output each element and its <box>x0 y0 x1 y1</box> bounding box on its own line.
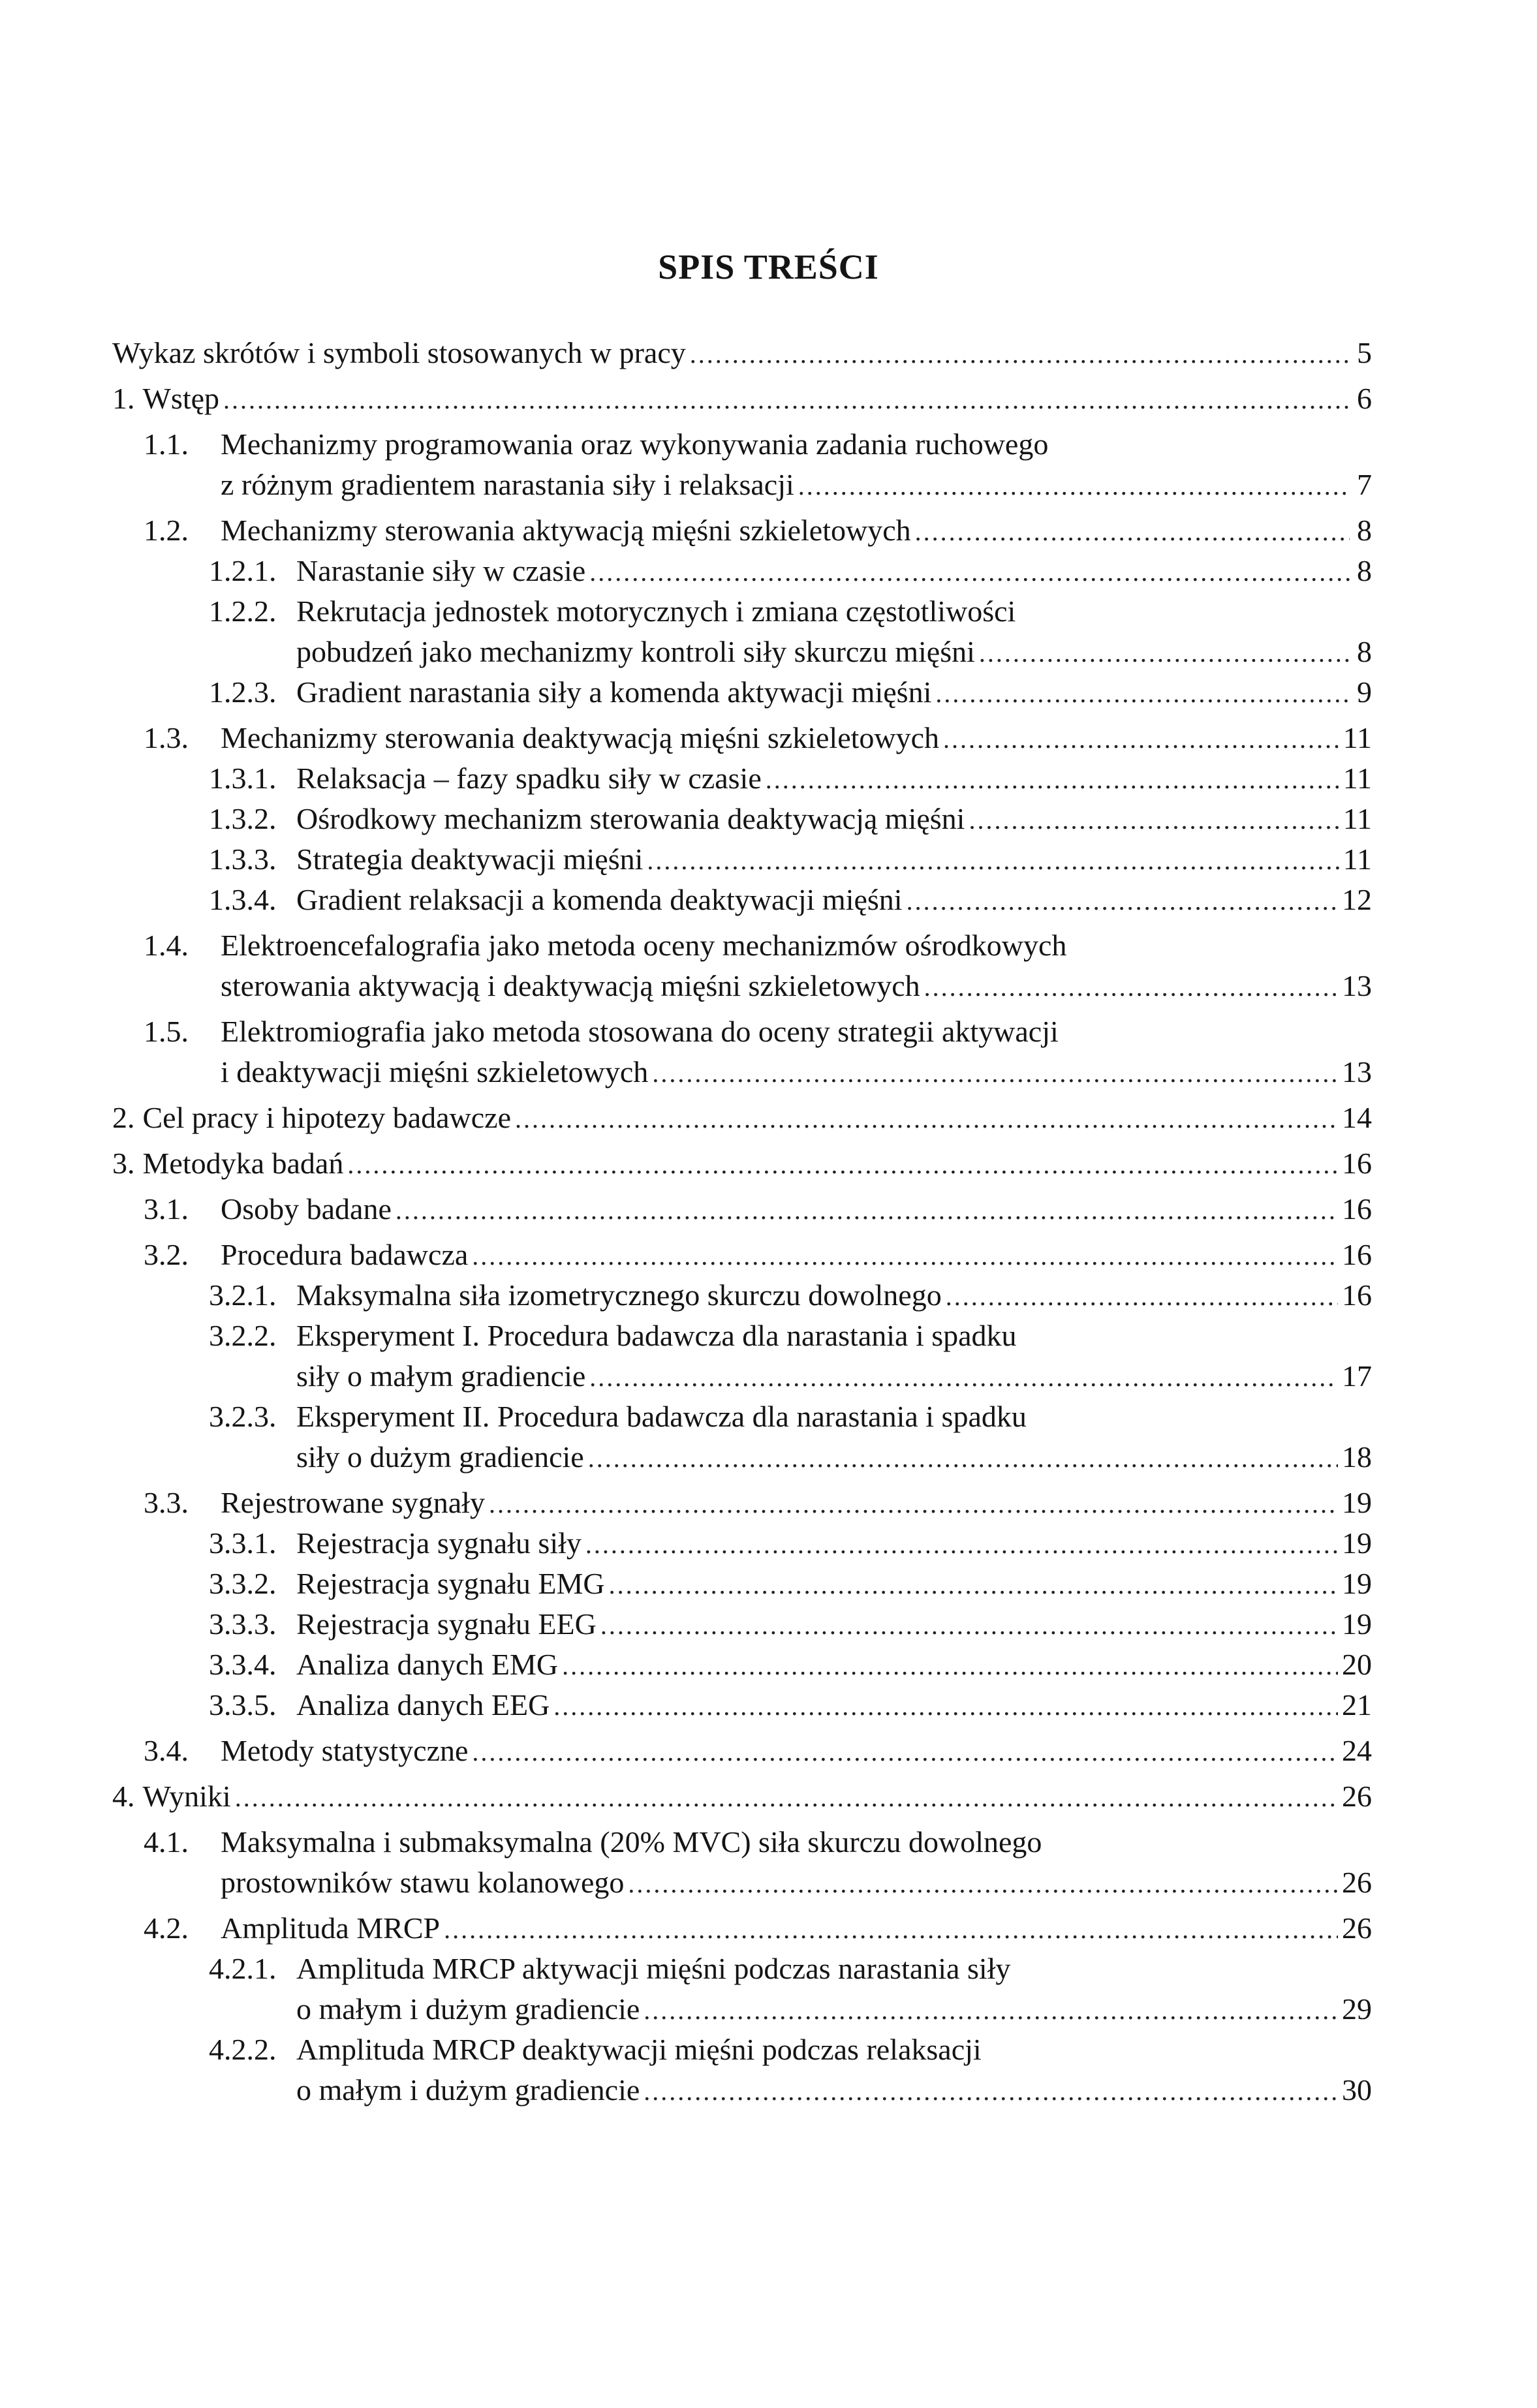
toc-entry-title: Metodyka badań <box>142 1147 344 1180</box>
toc-page-number: 19 <box>1342 1607 1372 1641</box>
toc-entry-title: Elektroencefalografia jako metoda oceny mechanizmów ośrodkowych <box>221 929 1067 962</box>
toc-entry-number: 1.3.4. <box>209 883 277 916</box>
toc-dot-leader <box>600 1605 1338 1646</box>
toc-entry[interactable] <box>112 672 1372 713</box>
toc-entry-number: 1.2.1. <box>209 554 277 587</box>
toc-page-number: 30 <box>1342 2073 1372 2107</box>
toc-page-number: 16 <box>1342 1147 1372 1180</box>
toc-entry-title: Gradient relaksacji a komenda deaktywacji mięśni <box>296 883 903 916</box>
toc-page-number: 12 <box>1342 883 1372 916</box>
toc-entry[interactable] <box>112 1731 1372 1771</box>
toc-dot-leader <box>553 1686 1338 1727</box>
toc-entry[interactable] <box>112 1397 1372 1477</box>
toc-entry-row <box>209 1275 1372 1316</box>
toc-entry-title: Mechanizmy sterowania aktywacją mięśni szkieletowych <box>221 514 911 547</box>
toc-entry-number: 4.2.1. <box>209 1952 277 1985</box>
toc-entry-title: Elektromiografia jako metoda stosowana do oceny strategii aktywacji <box>221 1015 1059 1048</box>
toc-entry-title: o małym i dużym gradiencie <box>296 1992 640 2026</box>
toc-entry-number: 3.3.2. <box>209 1567 277 1600</box>
toc-entry-number: 3.2.3. <box>209 1400 277 1433</box>
toc-entry-row <box>209 632 1372 672</box>
toc-dot-leader <box>628 1864 1338 1904</box>
toc-entry-row <box>209 1989 1372 2030</box>
toc-entry-row <box>209 1523 1372 1564</box>
toc-page-number: 14 <box>1342 1101 1372 1134</box>
toc-dot-leader <box>979 633 1350 673</box>
toc-entry-number: 4. <box>112 1780 135 1813</box>
toc-entry-row <box>112 333 1372 373</box>
toc-entry-number: 1.4. <box>144 929 189 962</box>
toc-entry-number: 1.3. <box>144 721 189 754</box>
toc-page-number: 11 <box>1343 721 1372 754</box>
toc-entry[interactable] <box>112 1189 1372 1229</box>
toc-entry[interactable] <box>112 1776 1372 1817</box>
toc-entry-row <box>112 1143 1372 1184</box>
toc-entry-title: Strategia deaktywacji mięśni <box>296 842 644 876</box>
toc-entry[interactable] <box>112 925 1372 1006</box>
toc-entry-number: 1.2. <box>144 514 189 547</box>
toc-entry-row <box>209 839 1372 880</box>
toc-entry-number: 1.5. <box>144 1015 189 1048</box>
toc-entry[interactable] <box>112 758 1372 799</box>
toc-page-number: 11 <box>1343 802 1372 835</box>
toc-entry-row <box>144 1731 1372 1771</box>
toc-dot-leader <box>489 1484 1338 1524</box>
toc-page-number: 21 <box>1342 1688 1372 1721</box>
toc-entry[interactable] <box>112 799 1372 839</box>
toc-entry-row-wrapped <box>209 1949 1372 1989</box>
toc-entry[interactable] <box>112 510 1372 551</box>
toc-entry-title: prostowników stawu kolanowego <box>221 1866 625 1899</box>
toc-entry-number: 4.1. <box>144 1825 189 1859</box>
toc-entry[interactable] <box>112 333 1372 373</box>
toc-entry-title: Amplituda MRCP aktywacji mięśni podczas narastania siły <box>296 1952 1011 1985</box>
toc-entry-number: 4.2.2. <box>209 2033 277 2066</box>
toc-entry-title: Wykaz skrótów i symboli stosowanych w pracy <box>112 336 686 369</box>
toc-dot-leader <box>562 1646 1338 1686</box>
toc-entry-title: z różnym gradientem narastania siły i relaksacji <box>221 468 794 501</box>
toc-page-number: 8 <box>1357 554 1372 587</box>
toc-entry-row <box>112 1098 1372 1138</box>
toc-entry-row <box>144 1189 1372 1229</box>
toc-entry[interactable] <box>112 1098 1372 1138</box>
toc-page-number: 13 <box>1342 969 1372 1002</box>
toc-entry-title: siły o małym gradiencie <box>296 1359 586 1393</box>
toc-dot-leader <box>585 1524 1338 1565</box>
toc-entry-title: Analiza danych EMG <box>296 1648 559 1681</box>
toc-entry-row <box>209 799 1372 839</box>
toc-entry-row <box>209 880 1372 920</box>
toc-dot-leader <box>766 760 1339 800</box>
toc-entry-row-wrapped <box>144 1822 1372 1862</box>
toc-entry-row <box>209 1437 1372 1477</box>
toc-page-number: 16 <box>1342 1238 1372 1271</box>
toc-entry-title: Analiza danych EEG <box>296 1688 550 1721</box>
toc-entry-row <box>144 510 1372 551</box>
toc-dot-leader <box>915 512 1350 552</box>
toc-entry-row <box>209 1685 1372 1725</box>
toc-entry[interactable] <box>112 1949 1372 2030</box>
toc-entry-number: 1. <box>112 382 135 415</box>
toc-entry[interactable] <box>112 2030 1372 2110</box>
toc-entry[interactable] <box>112 880 1372 920</box>
toc-entry-title: pobudzeń jako mechanizmy kontroli siły skurczu mięśni <box>296 635 975 668</box>
toc-entry[interactable] <box>112 591 1372 672</box>
toc-entry-row <box>209 1644 1372 1685</box>
toc-entry-title: Rejestracja sygnału EMG <box>296 1567 605 1600</box>
toc-entry-row <box>209 1356 1372 1397</box>
toc-entry[interactable] <box>112 839 1372 880</box>
toc-entry[interactable] <box>112 1685 1372 1725</box>
table-of-contents <box>112 333 1372 2110</box>
toc-entry-title: Gradient narastania siły a komenda aktywacji mięśni <box>296 675 932 709</box>
toc-page-number: 7 <box>1357 468 1372 501</box>
toc-dot-leader <box>444 1909 1338 1950</box>
toc-entry-title: Wstęp <box>142 382 220 415</box>
toc-dot-leader <box>935 673 1350 714</box>
toc-dot-leader <box>609 1565 1338 1605</box>
toc-entry[interactable] <box>112 1483 1372 1523</box>
toc-entry[interactable] <box>112 1908 1372 1949</box>
toc-page-number: 19 <box>1342 1526 1372 1560</box>
toc-entry-row-wrapped <box>144 424 1372 465</box>
toc-entry[interactable] <box>112 1143 1372 1184</box>
toc-entry[interactable] <box>112 1822 1372 1903</box>
toc-page-number: 26 <box>1342 1911 1372 1945</box>
toc-dot-leader <box>644 2071 1338 2112</box>
toc-entry-title: Cel pracy i hipotezy badawcze <box>142 1101 512 1134</box>
toc-entry-number: 1.3.2. <box>209 802 277 835</box>
toc-entry-title: Amplituda MRCP <box>221 1911 441 1945</box>
toc-page-number: 17 <box>1342 1359 1372 1393</box>
toc-entry-title: Mechanizmy sterowania deaktywacją mięśni szkieletowych <box>221 721 940 754</box>
toc-entry-title: Ośrodkowy mechanizm sterowania deaktywacją mięśni <box>296 802 965 835</box>
toc-entry-number: 3.2.2. <box>209 1319 277 1352</box>
toc-entry-title: Osoby badane <box>221 1192 392 1226</box>
toc-entry[interactable] <box>112 718 1372 758</box>
toc-dot-leader <box>223 380 1350 420</box>
toc-entry-title: Procedura badawcza <box>221 1238 469 1271</box>
toc-entry-title: Amplituda MRCP deaktywacji mięśni podczas relaksacji <box>296 2033 982 2066</box>
toc-page-number: 26 <box>1342 1780 1372 1813</box>
toc-dot-leader <box>647 841 1339 881</box>
toc-entry-title: Mechanizmy programowania oraz wykonywania zadania ruchowego <box>221 427 1049 461</box>
toc-page-number: 16 <box>1342 1192 1372 1226</box>
toc-entry-number: 1.3.3. <box>209 842 277 876</box>
toc-entry[interactable] <box>112 1523 1372 1564</box>
toc-entry-title: Eksperyment I. Procedura badawcza dla narastania i spadku <box>296 1319 1017 1352</box>
toc-entry[interactable] <box>112 1011 1372 1092</box>
toc-entry-row <box>209 672 1372 713</box>
toc-entry-row <box>144 1862 1372 1903</box>
toc-page-number: 19 <box>1342 1567 1372 1600</box>
toc-entry-number: 4.2. <box>144 1911 189 1945</box>
toc-page-number: 18 <box>1342 1440 1372 1474</box>
toc-page-number: 8 <box>1357 635 1372 668</box>
toc-page-number: 24 <box>1342 1734 1372 1767</box>
toc-entry[interactable] <box>112 1604 1372 1644</box>
toc-dot-leader <box>644 1990 1338 2031</box>
toc-entry-row <box>209 551 1372 591</box>
toc-dot-leader <box>472 1236 1338 1276</box>
toc-entry-title: Rekrutacja jednostek motorycznych i zmiana częstotliwości <box>296 594 1016 628</box>
toc-dot-leader <box>946 1276 1338 1317</box>
toc-dot-leader <box>969 800 1339 841</box>
toc-entry-title: o małym i dużym gradiencie <box>296 2073 640 2107</box>
toc-entry-title: Maksymalna i submaksymalna (20% MVC) siła skurczu dowolnego <box>221 1825 1042 1859</box>
toc-entry-row-wrapped <box>209 1316 1372 1356</box>
toc-entry-row <box>144 1483 1372 1523</box>
toc-entry[interactable] <box>112 1564 1372 1604</box>
toc-entry-title: siły o dużym gradiencie <box>296 1440 584 1474</box>
toc-entry-number: 1.2.3. <box>209 675 277 709</box>
toc-dot-leader <box>943 719 1339 760</box>
toc-page-number: 9 <box>1357 675 1372 709</box>
toc-entry-number: 3.3.3. <box>209 1607 277 1641</box>
toc-entry-row-wrapped <box>209 1397 1372 1437</box>
toc-entry-row <box>144 465 1372 505</box>
toc-entry-row <box>144 1908 1372 1949</box>
toc-dot-leader <box>472 1732 1338 1772</box>
toc-entry-title: Eksperyment II. Procedura badawcza dla narastania i spadku <box>296 1400 1027 1433</box>
toc-entry-number: 3.3.5. <box>209 1688 277 1721</box>
toc-page-number: 6 <box>1357 382 1372 415</box>
toc-entry-row <box>209 1604 1372 1644</box>
toc-entry-number: 2. <box>112 1101 135 1134</box>
toc-dot-leader <box>924 967 1338 1008</box>
toc-dot-leader <box>235 1778 1338 1818</box>
toc-dot-leader <box>589 552 1350 593</box>
toc-dot-leader <box>798 466 1350 506</box>
toc-entry-title: i deaktywacji mięśni szkieletowych <box>221 1055 649 1088</box>
toc-page-number: 5 <box>1357 336 1372 369</box>
toc-entry[interactable] <box>112 1235 1372 1275</box>
toc-dot-leader <box>589 1357 1338 1398</box>
toc-entry-title: Wyniki <box>142 1780 231 1813</box>
toc-entry-row <box>144 1235 1372 1275</box>
toc-dot-leader <box>515 1099 1338 1139</box>
toc-entry-row <box>112 1776 1372 1817</box>
toc-entry-row <box>112 378 1372 419</box>
toc-entry-number: 3.3.4. <box>209 1648 277 1681</box>
toc-entry[interactable] <box>112 1644 1372 1685</box>
toc-entry-title: Maksymalna siła izometrycznego skurczu dowolnego <box>296 1278 942 1312</box>
toc-page-number: 20 <box>1342 1648 1372 1681</box>
toc-dot-leader <box>396 1190 1338 1231</box>
toc-entry[interactable] <box>112 551 1372 591</box>
toc-entry-number: 3.2.1. <box>209 1278 277 1312</box>
toc-page-number: 19 <box>1342 1486 1372 1519</box>
toc-dot-leader <box>588 1438 1338 1479</box>
toc-page-number: 16 <box>1342 1278 1372 1312</box>
toc-entry-title: Rejestrowane sygnały <box>221 1486 485 1519</box>
toc-entry-title: Rejestracja sygnału siły <box>296 1526 582 1560</box>
toc-entry-number: 1.1. <box>144 427 189 461</box>
toc-page-number: 11 <box>1343 842 1372 876</box>
toc-entry-number: 1.2.2. <box>209 594 277 628</box>
toc-entry[interactable] <box>112 1275 1372 1316</box>
toc-entry-number: 3.4. <box>144 1734 189 1767</box>
toc-entry-title: Narastanie siły w czasie <box>296 554 586 587</box>
toc-entry-row <box>144 718 1372 758</box>
toc-entry-number: 3.2. <box>144 1238 189 1271</box>
toc-entry-row <box>144 966 1372 1006</box>
toc-page-number: 8 <box>1357 514 1372 547</box>
toc-dot-leader <box>907 881 1338 921</box>
toc-entry-title: Metody statystyczne <box>221 1734 469 1767</box>
toc-entry-title: Relaksacja – fazy spadku siły w czasie <box>296 762 762 795</box>
toc-dot-leader <box>652 1053 1338 1094</box>
toc-entry-title: Rejestracja sygnału EEG <box>296 1607 597 1641</box>
toc-entry-row-wrapped <box>209 2030 1372 2070</box>
toc-entry-row-wrapped <box>209 591 1372 632</box>
toc-entry[interactable] <box>112 424 1372 505</box>
toc-entry-number: 3.3.1. <box>209 1526 277 1560</box>
toc-dot-leader <box>347 1145 1338 1185</box>
toc-page-number: 29 <box>1342 1992 1372 2026</box>
toc-entry-row <box>209 2070 1372 2110</box>
toc-entry[interactable] <box>112 1316 1372 1397</box>
toc-entry-row-wrapped <box>144 1011 1372 1052</box>
toc-page-number: 13 <box>1342 1055 1372 1088</box>
toc-entry-row <box>209 1564 1372 1604</box>
toc-dot-leader <box>690 334 1350 375</box>
toc-entry-row <box>209 758 1372 799</box>
toc-entry-row <box>144 1052 1372 1092</box>
toc-entry-number: 3.3. <box>144 1486 189 1519</box>
toc-entry-number: 3.1. <box>144 1192 189 1226</box>
toc-page-number: 11 <box>1343 762 1372 795</box>
toc-entry[interactable] <box>112 378 1372 419</box>
page-title: SPIS TREŚCI <box>658 247 879 286</box>
toc-entry-number: 1.3.1. <box>209 762 277 795</box>
toc-entry-title: sterowania aktywacją i deaktywacją mięśni szkieletowych <box>221 969 920 1002</box>
toc-entry-number: 3. <box>112 1147 135 1180</box>
toc-entry-row-wrapped <box>144 925 1372 966</box>
toc-page-number: 26 <box>1342 1866 1372 1899</box>
